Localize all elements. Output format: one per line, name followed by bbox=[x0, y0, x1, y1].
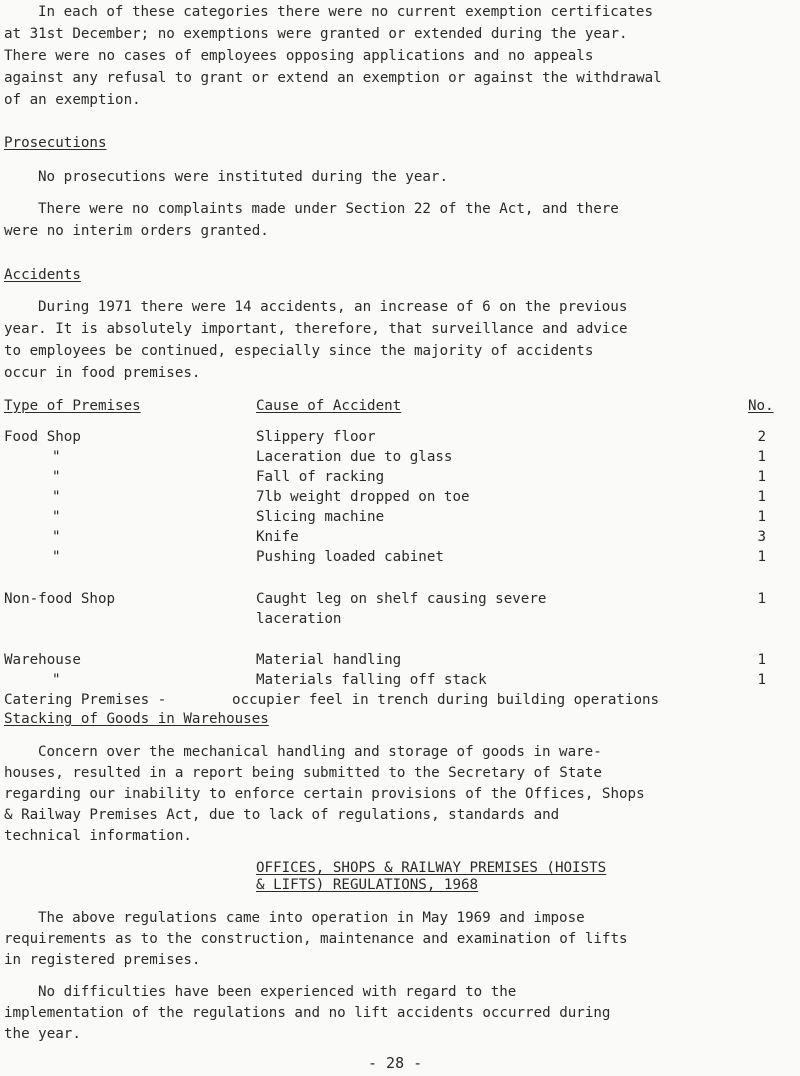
row-8-cause-cont: laceration bbox=[256, 611, 342, 627]
row-10-no: 1 bbox=[757, 672, 766, 688]
row-9-no: 1 bbox=[757, 652, 766, 668]
row-3-no: 1 bbox=[757, 469, 766, 485]
page-number: - 28 - bbox=[368, 1054, 423, 1072]
intro-line-4: against any refusal to grant or extend an exemption or against the withdrawal bbox=[4, 70, 662, 86]
accidents-heading: Accidents bbox=[4, 267, 81, 283]
prosecutions-heading: Prosecutions bbox=[4, 135, 107, 151]
row-11-cause: occupier feel in trench during building operations bbox=[232, 692, 660, 708]
row-7-no: 1 bbox=[757, 549, 766, 565]
row-11-type: Catering Premises - bbox=[4, 692, 167, 708]
col-header-type: Type of Premises bbox=[4, 398, 141, 414]
row-6-cause: Knife bbox=[256, 529, 299, 545]
stacking-para-line-4: & Railway Premises Act, due to lack of regulations, standards and bbox=[4, 807, 560, 823]
row-2-type: " bbox=[52, 449, 61, 465]
row-8-no: 1 bbox=[757, 591, 766, 607]
row-1-type: Food Shop bbox=[4, 429, 81, 445]
prosecutions-para-1: No prosecutions were instituted during the year. bbox=[38, 169, 448, 185]
row-4-no: 1 bbox=[757, 489, 766, 505]
stacking-para-line-1: Concern over the mechanical handling and storage of goods in ware- bbox=[38, 744, 602, 760]
accidents-para-line-2: year. It is absolutely important, therefore, that surveillance and advice bbox=[4, 321, 628, 337]
row-1-no: 2 bbox=[757, 429, 766, 445]
row-2-cause: Laceration due to glass bbox=[256, 449, 453, 465]
accidents-para-line-4: occur in food premises. bbox=[4, 365, 201, 381]
row-5-cause: Slicing machine bbox=[256, 509, 385, 525]
row-4-cause: 7lb weight dropped on toe bbox=[256, 489, 470, 505]
col-header-no: No. bbox=[748, 398, 774, 414]
row-9-cause: Material handling bbox=[256, 652, 402, 668]
row-9-type: Warehouse bbox=[4, 652, 81, 668]
row-5-type: " bbox=[52, 509, 61, 525]
row-7-type: " bbox=[52, 549, 61, 565]
row-1-cause: Slippery floor bbox=[256, 429, 376, 445]
lifts-para-1-line-2: requirements as to the construction, maintenance and examination of lifts bbox=[4, 931, 628, 947]
lifts-heading-line-1: OFFICES, SHOPS & RAILWAY PREMISES (HOISTS bbox=[256, 860, 607, 876]
row-10-type: " bbox=[52, 672, 61, 688]
intro-line-3: There were no cases of employees opposing applications and no appeals bbox=[4, 48, 594, 64]
row-7-cause: Pushing loaded cabinet bbox=[256, 549, 444, 565]
row-6-type: " bbox=[52, 529, 61, 545]
stacking-para-line-3: regarding our inability to enforce certain provisions of the Offices, Shops bbox=[4, 786, 645, 802]
intro-line-5: of an exemption. bbox=[4, 92, 141, 108]
lifts-heading-line-2: & LIFTS) REGULATIONS, 1968 bbox=[256, 877, 479, 893]
lifts-para-2-line-1: No difficulties have been experienced with regard to the bbox=[38, 984, 517, 1000]
stacking-para-line-2: houses, resulted in a report being submitted to the Secretary of State bbox=[4, 765, 602, 781]
row-3-cause: Fall of racking bbox=[256, 469, 385, 485]
row-2-no: 1 bbox=[757, 449, 766, 465]
lifts-para-2-line-3: the year. bbox=[4, 1026, 81, 1042]
row-8-cause: Caught leg on shelf causing severe bbox=[256, 591, 547, 607]
intro-line-1: In each of these categories there were no current exemption certificates bbox=[38, 4, 653, 20]
stacking-para-line-5: technical information. bbox=[4, 828, 192, 844]
lifts-para-1-line-1: The above regulations came into operation in May 1969 and impose bbox=[38, 910, 585, 926]
stacking-heading: Stacking of Goods in Warehouses bbox=[4, 711, 269, 727]
col-header-cause: Cause of Accident bbox=[256, 398, 402, 414]
row-8-type: Non-food Shop bbox=[4, 591, 116, 607]
lifts-para-1-line-3: in registered premises. bbox=[4, 952, 201, 968]
accidents-para-line-1: During 1971 there were 14 accidents, an increase of 6 on the previous bbox=[38, 299, 628, 315]
prosecutions-para-2-line-1: There were no complaints made under Section 22 of the Act, and there bbox=[38, 201, 619, 217]
row-3-type: " bbox=[52, 469, 61, 485]
row-6-no: 3 bbox=[757, 529, 766, 545]
lifts-para-2-line-2: implementation of the regulations and no lift accidents occurred during bbox=[4, 1005, 611, 1021]
prosecutions-para-2-line-2: were no interim orders granted. bbox=[4, 223, 269, 239]
row-4-type: " bbox=[52, 489, 61, 505]
accidents-para-line-3: to employees be continued, especially since the majority of accidents bbox=[4, 343, 594, 359]
row-10-cause: Materials falling off stack bbox=[256, 672, 487, 688]
intro-line-2: at 31st December; no exemptions were granted or extended during the year. bbox=[4, 26, 628, 42]
row-5-no: 1 bbox=[757, 509, 766, 525]
